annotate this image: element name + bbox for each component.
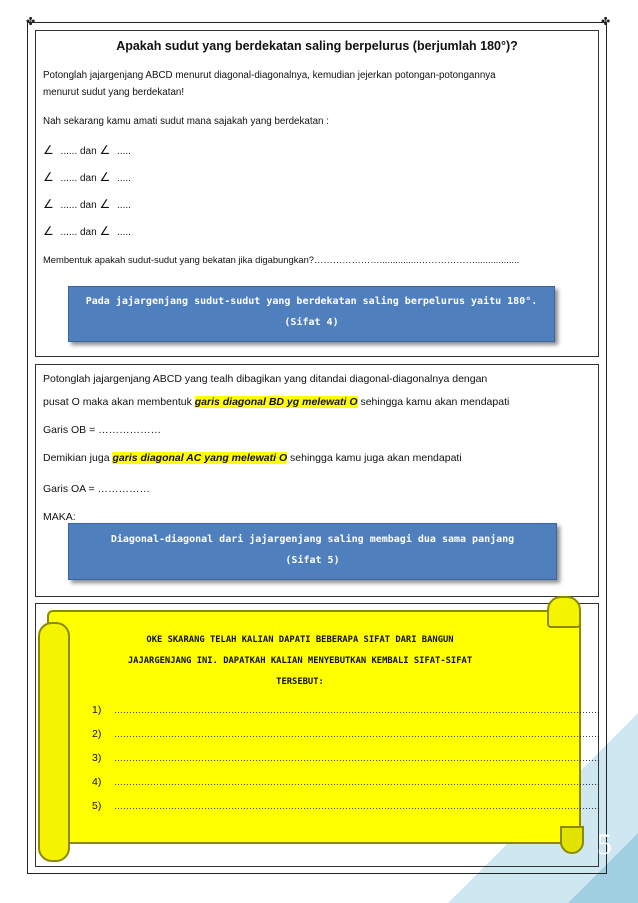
maka-label: MAKA: (43, 511, 76, 523)
corner-marker-icon: ✤ (601, 16, 611, 28)
angle-pair-row: ∠ ...... dan ∠ ..... (43, 170, 131, 184)
question-text: Membentuk apakah sudut-sudut yang bekatan jika digabungkan?…………………...............………………................. (43, 254, 520, 265)
property-4-callout: Pada jajargenjang sudut-sudut yang berdekatan saling berpelurus yaitu 180°. (Sifat 4) (68, 286, 555, 342)
answer-line-5[interactable]: 5) ……………………………………………………………………………………………………………………………………………… (92, 800, 600, 812)
section-adjacent-angles (35, 30, 599, 357)
scroll-heading-line-2: JAJARGENJANG INI. DAPATKAH KALIAN MENYEBUTKAN KEMBALI SIFAT-SIFAT (127, 656, 473, 666)
section-title: Apakah sudut yang berdekatan saling berpelurus (berjumlah 180°)? (116, 39, 518, 53)
highlight-diagonal-ac: garis diagonal AC yang melewati O (112, 452, 288, 464)
garis-ob-text: Garis OB = ……………… (43, 424, 162, 436)
scroll-heading-line-1: OKE SKARANG TELAH KALIAN DAPATI BEBERAPA SIFAT DARI BANGUN (146, 635, 454, 645)
angle-icon: ∠ (43, 170, 54, 184)
page-number: 5 (597, 828, 612, 861)
angle-icon: ∠ (99, 224, 111, 238)
angle-pair-row: ∠ ...... dan ∠ ..... (43, 224, 131, 238)
property-5-callout: Diagonal-diagonal dari jajargenjang saling membagi dua sama panjang (Sifat 5) (68, 523, 557, 580)
section-diagonals (35, 364, 599, 597)
instruction-text: Nah sekarang kamu amati sudut mana sajakah yang berdekatan : (43, 116, 329, 127)
highlight-diagonal-bd: garis diagonal BD yg melewati O (194, 396, 358, 408)
angle-icon: ∠ (99, 197, 111, 211)
angle-pair-row: ∠ ...... dan ∠ ..... (43, 197, 131, 211)
angle-icon: ∠ (43, 197, 54, 211)
garis-oa-text: Garis OA = …………… (43, 483, 151, 495)
angle-pair-row: ∠ ...... dan ∠ ..... (43, 143, 131, 157)
paragraph-line-2: pusat O maka akan membentuk garis diagonal BD yg melewati O sehingga kamu akan mendapati (43, 396, 510, 408)
angle-icon: ∠ (43, 224, 54, 238)
intro-line-2: menurut sudut yang berdekatan! (43, 87, 185, 98)
answer-line-3[interactable]: 3) ……………………………………………………………………………………………………………………………………………… (92, 752, 600, 764)
scroll-bottom-curl (560, 826, 584, 854)
corner-marker-icon: ✤ (26, 16, 36, 28)
angle-icon: ∠ (99, 143, 111, 157)
demikian-line: Demikian juga garis diagonal AC yang melewati O sehingga kamu juga akan mendapati (43, 452, 462, 464)
paragraph-line-1: Potonglah jajargenjang ABCD yang tealh dibagikan yang ditandai diagonal-diagonalnya dengan (43, 373, 488, 385)
answer-line-1[interactable]: 1) ……………………………………………………………………………………………………………………………………………… (92, 704, 600, 716)
scroll-left-roll (38, 622, 70, 862)
scroll-heading-line-3: TERSEBUT: (276, 677, 324, 687)
answer-line-2[interactable]: 2) ……………………………………………………………………………………………………………………………………………… (92, 728, 600, 740)
scroll-top-roll (547, 596, 581, 628)
intro-line-1: Potonglah jajargenjang ABCD menurut diagonal-diagonalnya, kemudian jejerkan potongan-potongannya (43, 70, 496, 81)
angle-icon: ∠ (99, 170, 111, 184)
answer-line-4[interactable]: 4) ……………………………………………………………………………………………………………………………………………… (92, 776, 600, 788)
angle-icon: ∠ (43, 143, 54, 157)
